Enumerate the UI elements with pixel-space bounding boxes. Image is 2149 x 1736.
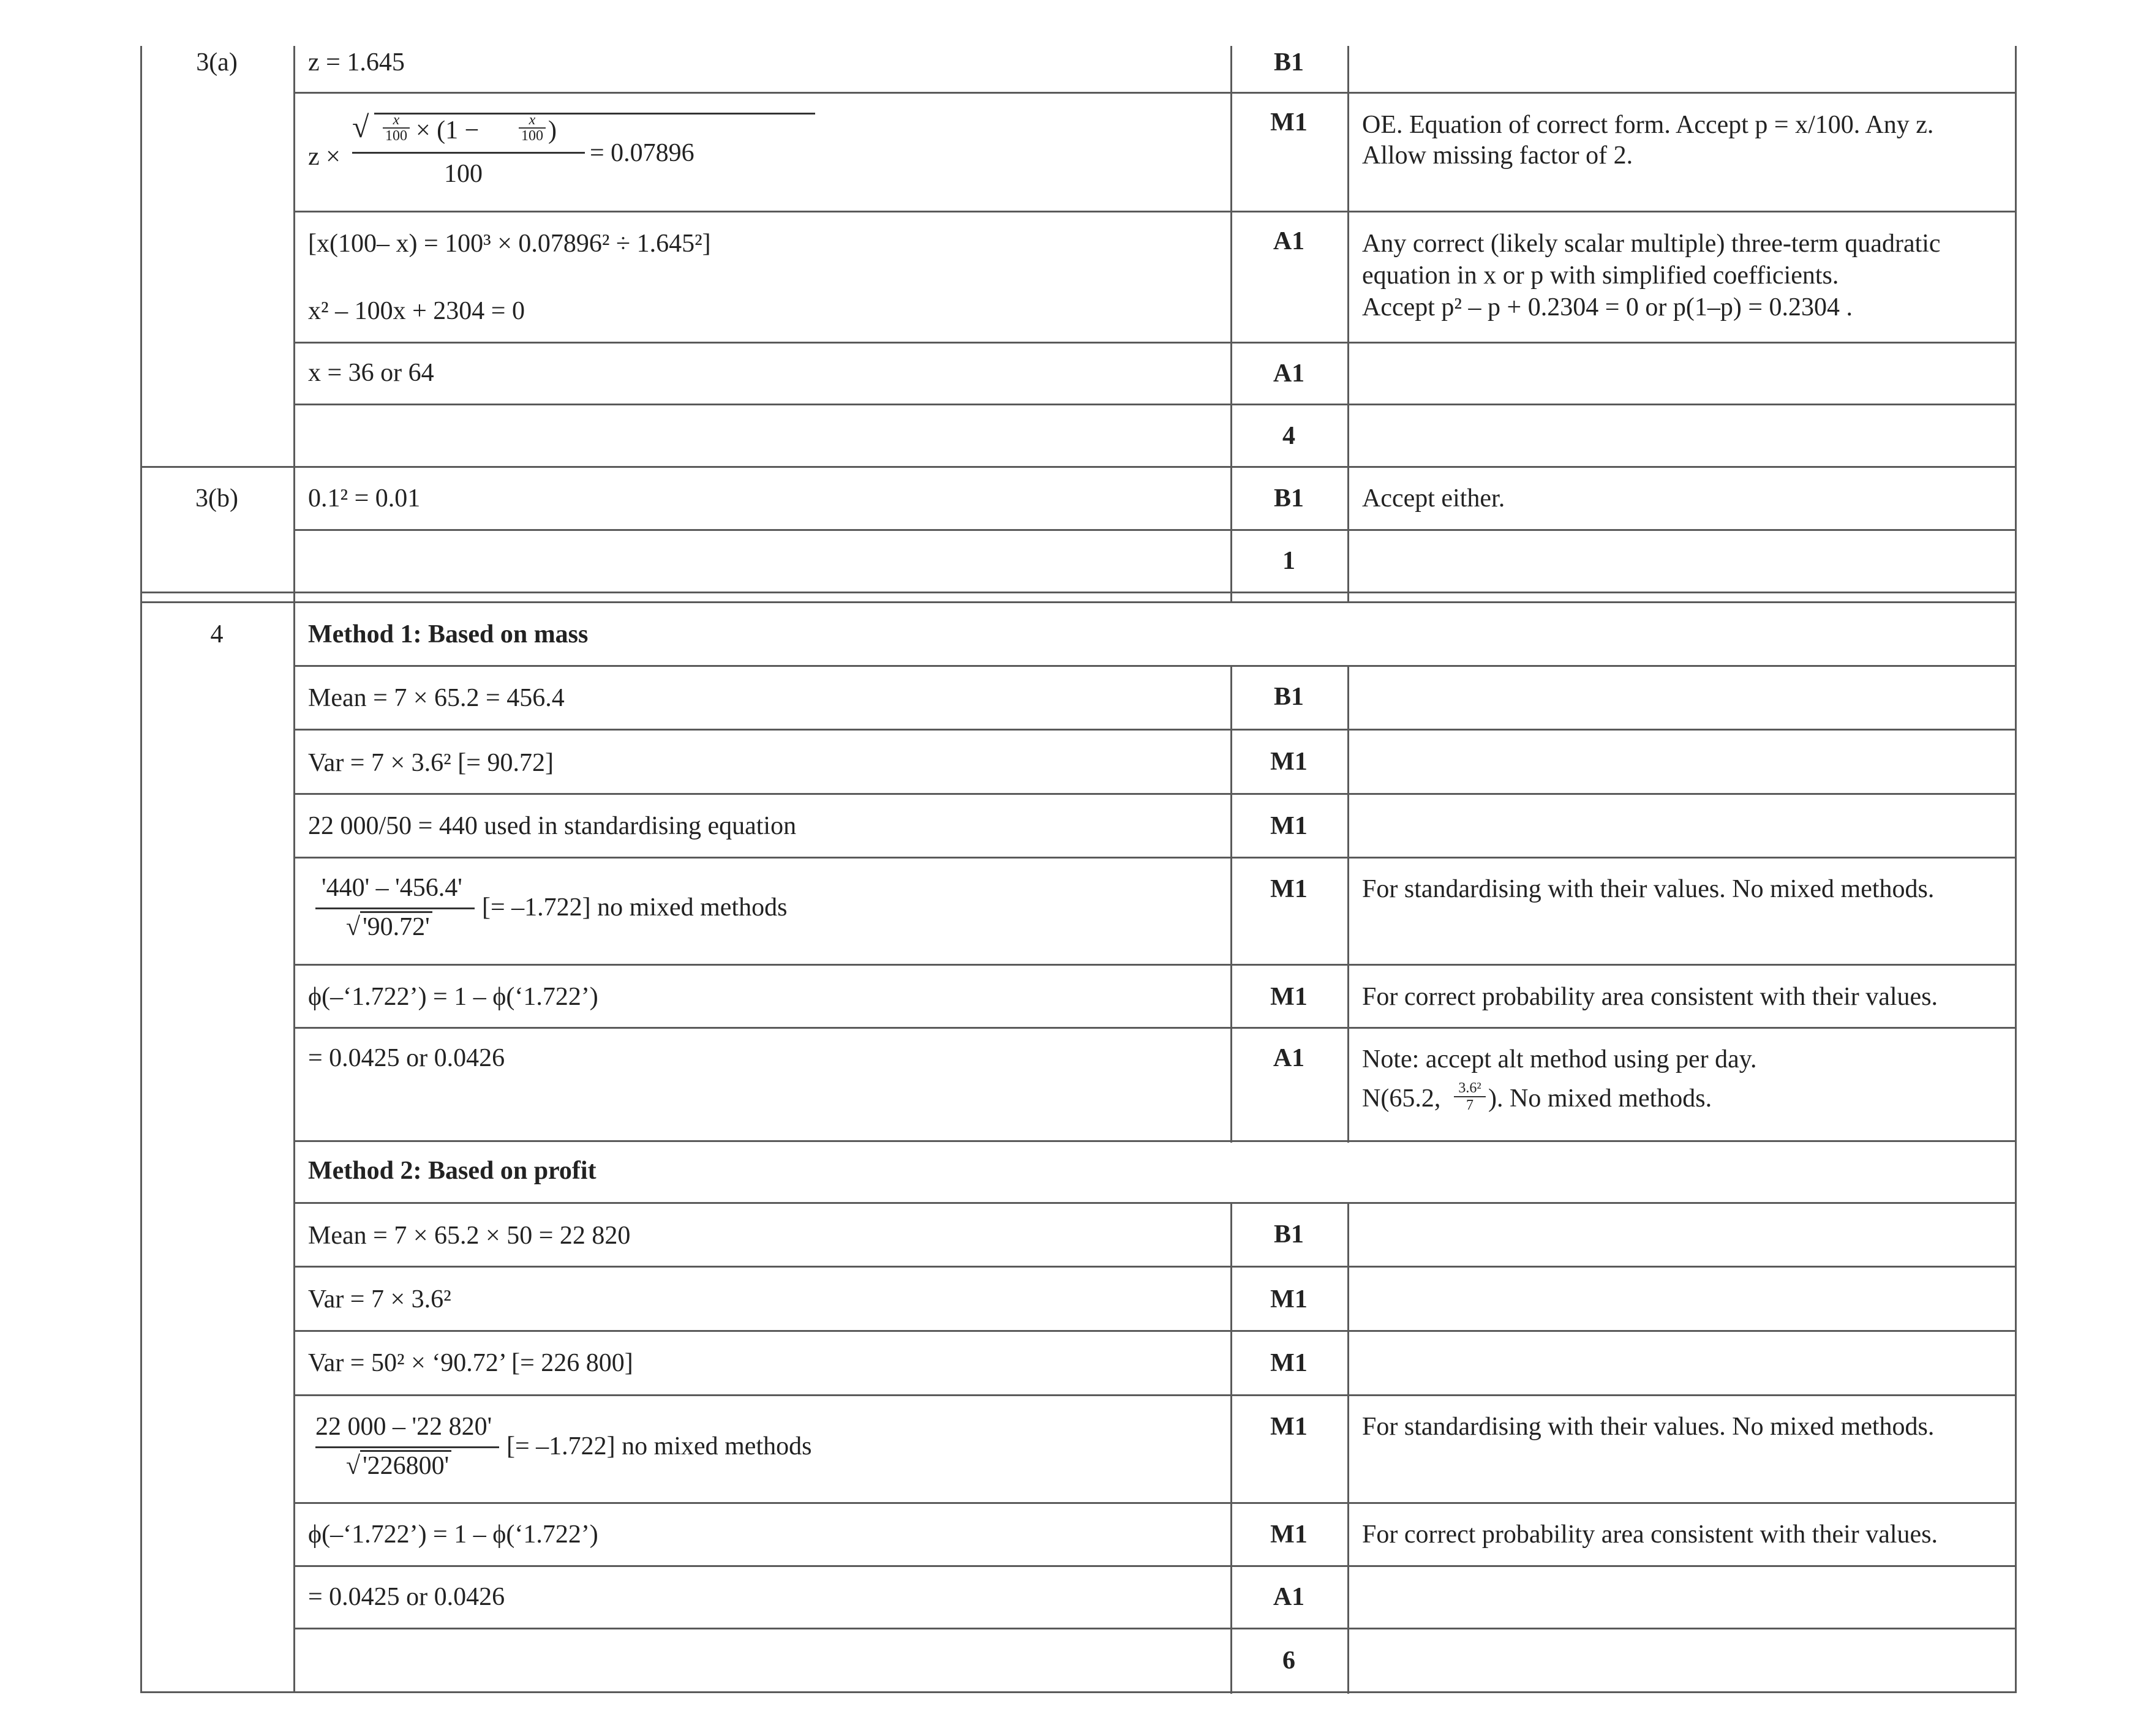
table-border-left — [140, 46, 142, 1693]
guidance-note: For standardising with their values. No mixed methods. — [1362, 1413, 1935, 1441]
working-solution: x = 36 or 64 — [308, 359, 434, 387]
working-equation-fraction: z × √ x 100 × (1 − x 100 ) 100 = 0.07896 — [308, 111, 1165, 197]
question-number-3b: 3(b) — [195, 484, 238, 513]
frac-suffix: [= –1.722] no mixed methods — [482, 893, 788, 922]
frac-x-num: x — [393, 112, 400, 128]
working-z-value: z = 1.645 — [308, 48, 405, 77]
row-line — [293, 1628, 2017, 1629]
working-suffix: = 0.07896 — [590, 139, 694, 167]
mark-B1: B1 — [1273, 1220, 1304, 1249]
working-standardising-fraction — [315, 1407, 1173, 1493]
mark-M1: M1 — [1270, 1520, 1308, 1549]
working-variance: Var = 7 × 3.6² [= 90.72] — [308, 749, 554, 777]
mark-A1: A1 — [1273, 1044, 1305, 1072]
row-line — [293, 211, 2017, 212]
col-divider-note-4a — [1347, 665, 1349, 1143]
working-phi: ϕ(–‘1.722’) = 1 – ϕ(‘1.722’) — [308, 1520, 598, 1549]
frac-suffix: [= –1.722] no mixed methods — [506, 1432, 812, 1460]
row-line — [293, 1394, 2017, 1396]
method-1-heading: Method 1: Based on mass — [308, 620, 589, 648]
mark-B1: B1 — [1273, 484, 1304, 513]
mark-A1: A1 — [1273, 1583, 1305, 1611]
guidance-note: For standardising with their values. No mixed methods. — [1362, 875, 1935, 903]
frac-middle: × (1 − — [416, 116, 480, 145]
working-variance-scaled: Var = 50² × ‘90.72’ [= 226 800] — [308, 1349, 633, 1377]
guidance-note-distribution: N(65.2, 3.6² 7 ). No mixed methods. — [1362, 1080, 1712, 1113]
row-line — [293, 1027, 2017, 1029]
working-standardising-value: 22 000/50 = 440 used in standardising equation — [308, 812, 797, 840]
col-divider-mark-4b — [1230, 1204, 1232, 1694]
working-quadratic: x² – 100x + 2304 = 0 — [308, 297, 525, 325]
row-line — [293, 857, 2017, 859]
working-mean: Mean = 7 × 65.2 = 456.4 — [308, 684, 565, 712]
mark-total-3b: 1 — [1282, 547, 1295, 575]
row-line — [293, 1565, 2017, 1567]
frac-denominator: √'226800' — [346, 1451, 451, 1481]
working-phi: ϕ(–‘1.722’) = 1 – ϕ(‘1.722’) — [308, 983, 598, 1011]
frac-numerator: '440' – '456.4' — [322, 874, 462, 902]
frac-denominator: 100 — [444, 160, 483, 188]
mark-total-4: 6 — [1282, 1647, 1295, 1675]
working-standardising-fraction — [315, 870, 1173, 955]
question-number-3a: 3(a) — [196, 48, 238, 77]
frac-x2-num: x — [529, 112, 536, 128]
guidance-note: Any correct (likely scalar multiple) three-term quadratic — [1362, 230, 1941, 258]
row-line — [140, 466, 2017, 468]
mark-A1: A1 — [1273, 227, 1305, 255]
guidance-note: Accept either. — [1362, 484, 1505, 513]
row-line — [293, 404, 2017, 405]
row-line — [293, 665, 2017, 667]
row-line — [293, 1266, 2017, 1268]
row-line — [293, 1330, 2017, 1332]
guidance-note: equation in x or p with simplified coefficients. — [1362, 261, 1839, 290]
row-line — [293, 342, 2017, 344]
row-line — [293, 793, 2017, 795]
row-line — [293, 964, 2017, 966]
row-line — [140, 592, 2017, 593]
mark-B1: B1 — [1273, 48, 1304, 77]
working-variance: Var = 7 × 3.6² — [308, 1285, 451, 1313]
guidance-note: Note: accept alt method using per day. — [1362, 1045, 1757, 1073]
mark-B1: B1 — [1273, 683, 1304, 711]
mark-M1: M1 — [1270, 108, 1308, 137]
mark-M1: M1 — [1270, 1413, 1308, 1441]
working-answer: = 0.0425 or 0.0426 — [308, 1044, 505, 1072]
row-line — [293, 529, 2017, 531]
mark-A1: A1 — [1273, 359, 1305, 388]
working-mean: Mean = 7 × 65.2 × 50 = 22 820 — [308, 1222, 631, 1250]
table-border-right — [2015, 46, 2017, 1693]
working-answer: 0.1² = 0.01 — [308, 484, 421, 513]
frac-den: 7 — [1466, 1097, 1473, 1113]
guidance-note: Accept p² – p + 0.2304 = 0 or p(1–p) = 0.2304 . — [1362, 293, 1853, 321]
mark-M1: M1 — [1270, 812, 1308, 840]
table-border-bottom — [140, 1691, 2017, 1693]
working-prefix: z × — [308, 143, 341, 171]
guidance-note: For correct probability area consistent with their values. — [1362, 983, 1938, 1011]
row-line — [293, 1202, 2017, 1204]
row-line — [293, 729, 2017, 731]
guidance-note: OE. Equation of correct form. Accept p = x/100. Any z. — [1362, 111, 1934, 139]
col-divider-work — [293, 46, 295, 1693]
col-divider-note-4b — [1347, 1204, 1349, 1694]
frac-close: ) — [548, 116, 557, 145]
row-line — [293, 1140, 2017, 1142]
mark-total-3a: 4 — [1282, 422, 1295, 450]
question-number-4: 4 — [210, 620, 224, 648]
col-divider-note-3 — [1347, 46, 1349, 603]
row-line — [140, 601, 2017, 603]
working-answer: = 0.0425 or 0.0426 — [308, 1583, 505, 1611]
row-line — [293, 1502, 2017, 1504]
frac-denominator: √'90.72' — [346, 912, 432, 942]
guidance-note: Allow missing factor of 2. — [1362, 141, 1633, 170]
frac-numerator: 22 000 – '22 820' — [315, 1413, 492, 1441]
mark-M1: M1 — [1270, 875, 1308, 903]
frac-x2-den: 100 — [521, 128, 543, 144]
method-2-heading: Method 2: Based on profit — [308, 1157, 597, 1185]
row-line — [293, 92, 2017, 94]
mark-M1: M1 — [1270, 983, 1308, 1011]
mark-M1: M1 — [1270, 1285, 1308, 1313]
mark-M1: M1 — [1270, 748, 1308, 776]
guidance-note: For correct probability area consistent with their values. — [1362, 1520, 1938, 1549]
frac-x-den: 100 — [385, 128, 407, 144]
working-quadratic-derivation: [x(100– x) = 100³ × 0.07896² ÷ 1.645²] — [308, 230, 711, 258]
frac-num: 3.6² — [1458, 1080, 1481, 1096]
mark-M1: M1 — [1270, 1349, 1308, 1377]
